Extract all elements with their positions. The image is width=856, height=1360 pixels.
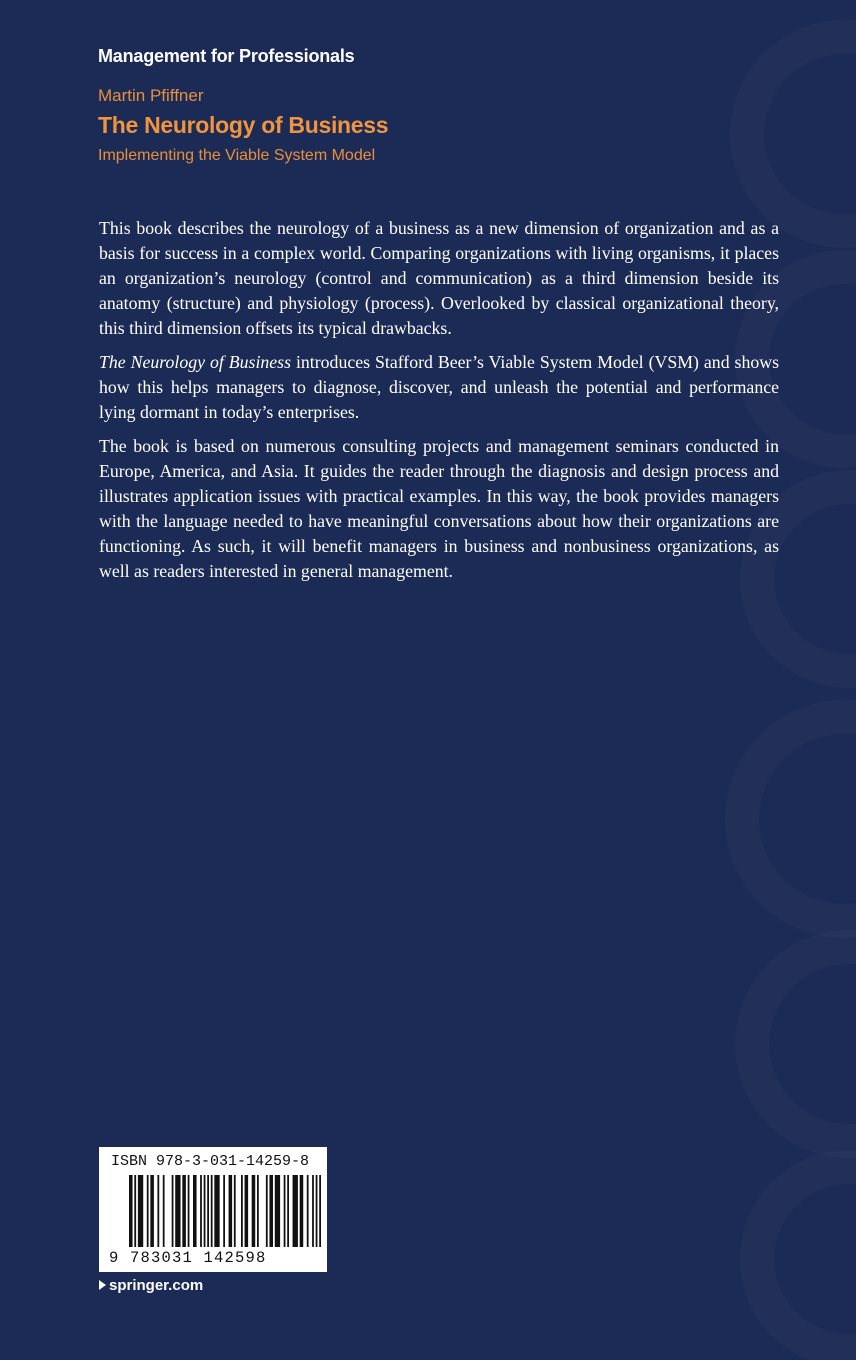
barcode-bar xyxy=(150,1175,154,1247)
barcode-bar xyxy=(316,1175,318,1247)
barcode-bar xyxy=(266,1175,268,1247)
decorative-ring xyxy=(725,700,856,938)
decorative-ring xyxy=(735,930,856,1158)
barcode-bar xyxy=(157,1175,159,1247)
isbn-barcode xyxy=(99,1147,327,1272)
barcode-icon xyxy=(129,1175,321,1247)
barcode-bar xyxy=(293,1175,298,1247)
barcode-bar xyxy=(287,1175,289,1247)
barcode-bar xyxy=(252,1175,256,1247)
barcode-bar xyxy=(188,1175,190,1247)
barcode-bar xyxy=(138,1175,143,1247)
author-name: Martin Pfiffner xyxy=(98,86,204,105)
book-subtitle: Implementing the Viable System Model xyxy=(98,147,376,164)
barcode-bar xyxy=(312,1175,314,1247)
description-paragraph-2 xyxy=(99,350,779,425)
barcode-bar xyxy=(172,1175,174,1247)
barcode-bar xyxy=(284,1175,286,1247)
barcode-bar xyxy=(193,1175,197,1247)
barcode-bar xyxy=(257,1175,259,1247)
barcode-bar xyxy=(269,1175,273,1247)
barcode-bar xyxy=(182,1175,186,1247)
book-title: The Neurology of Business xyxy=(98,112,389,138)
publisher-website xyxy=(99,1277,203,1294)
barcode-bar xyxy=(234,1175,236,1247)
barcode-bar xyxy=(134,1175,136,1247)
series-name: Management for Professionals xyxy=(98,46,355,66)
description-paragraph-2-text: introduces Stafford Beer’s Viable System Model (VSM) and shows how this helps managers to diagnose, discover, and unleash the potential and performance lying dormant in today’s enterprises. xyxy=(99,352,780,422)
barcode-bar xyxy=(163,1175,165,1247)
barcode-bar xyxy=(241,1175,243,1247)
isbn-label: ISBN 978-3-031-14259-8 xyxy=(111,1153,310,1170)
barcode-digits: 9 783031 142598 xyxy=(109,1249,267,1267)
barcode-bar xyxy=(207,1175,209,1247)
inline-book-title: The Neurology of Business xyxy=(99,352,292,372)
barcode-bar xyxy=(211,1175,213,1247)
description-paragraph-3: The book is based on numerous consulting projects and management seminars conducted in Europe, America, and Asia. It guides the reader through the diagnosis and design process and illustrates application issues with practical examples. In this way, the book provides managers with the language needed to have meaningful conversations about how their organizations are functioning. As such, it will benefit managers in business and nonbusiness organizations, as well as readers interested in general management. xyxy=(99,436,779,581)
barcode-bar xyxy=(223,1175,225,1247)
barcode-bar xyxy=(214,1175,219,1247)
barcode-bar xyxy=(245,1175,249,1247)
barcode-bar xyxy=(319,1175,321,1247)
barcode-bar xyxy=(147,1175,149,1247)
barcode-bar xyxy=(300,1175,304,1247)
barcode-bar xyxy=(229,1175,233,1247)
barcode-bar xyxy=(175,1175,180,1247)
decorative-ring xyxy=(740,1150,856,1360)
barcode-bar xyxy=(204,1175,206,1247)
barcode-bar xyxy=(200,1175,202,1247)
play-arrow-icon xyxy=(99,1280,106,1290)
barcode-bar xyxy=(275,1175,280,1247)
decorative-ring xyxy=(730,20,856,248)
description-paragraph-1: This book describes the neurology of a business as a new dimension of organization and as a basis for success in a complex world. Comparing organizations with living organisms, it places an organization’s neurology (control and communication) as a third dimension beside its anatomy (structure) and physiology (process). Overlooked by classical organizational theory, this third dimension offsets its typical drawbacks. xyxy=(99,218,779,338)
book-description xyxy=(99,216,779,593)
barcode-bar xyxy=(307,1175,309,1247)
publisher-website-text: springer.com xyxy=(109,1277,204,1294)
barcode-bar xyxy=(129,1175,133,1247)
